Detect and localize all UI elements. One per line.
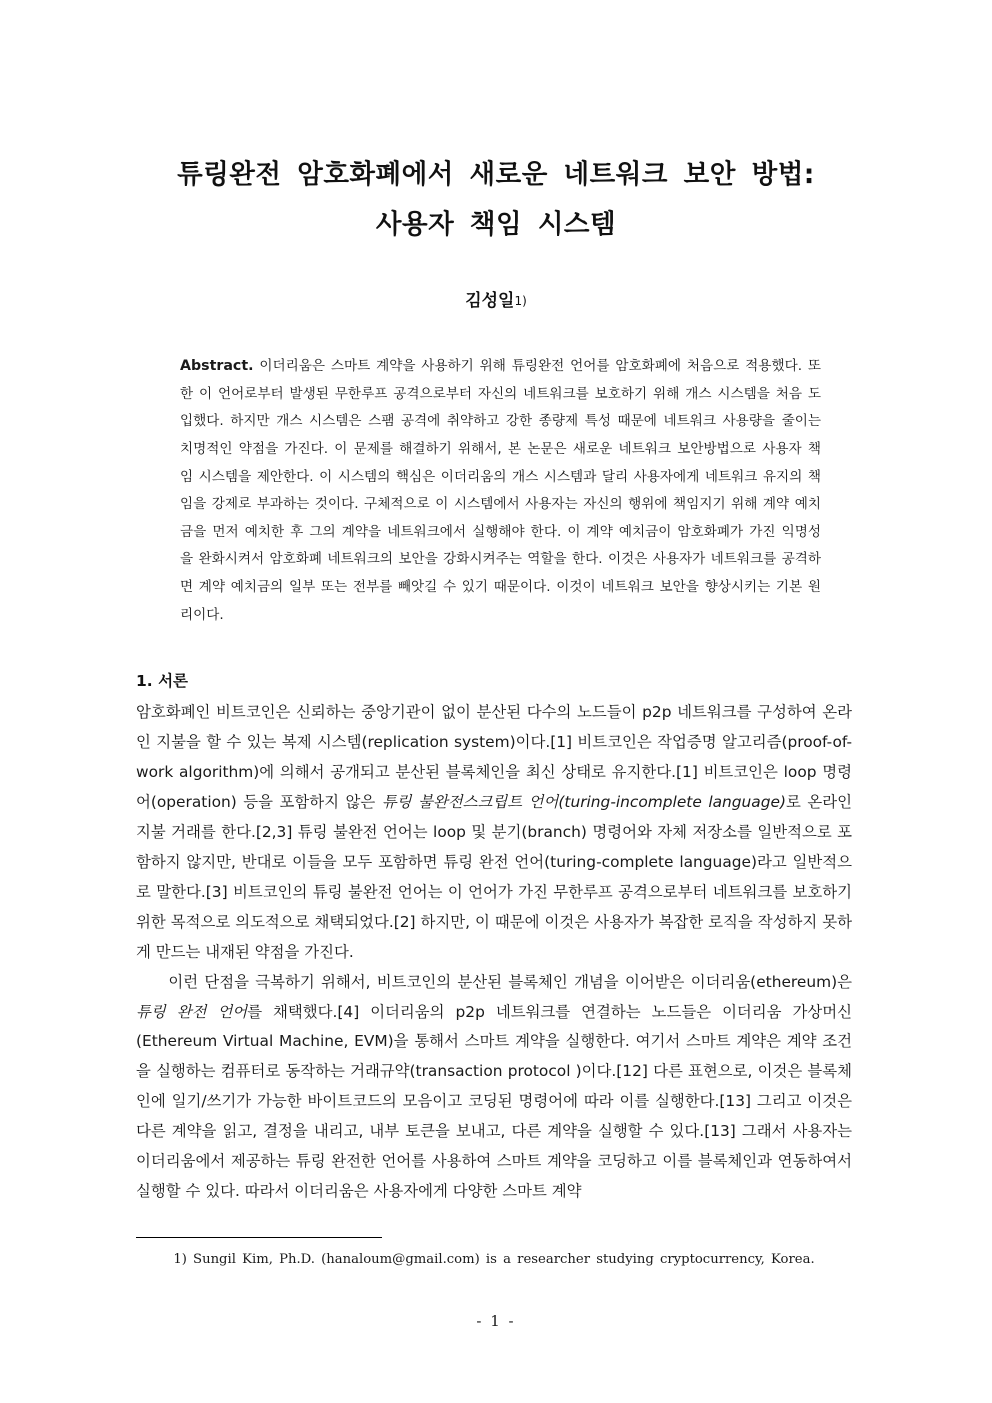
page-title — [96, 150, 896, 250]
paragraph-2 — [136, 968, 852, 1208]
body-content — [136, 698, 852, 1207]
paragraph-1-text-a: 암호화폐인 비트코인은 신뢰하는 중앙기관이 없이 분산된 다수의 노드들이 p2p 네트워크를 구성하여 온라인 지불을 할 수 있는 복제 시스템(replication system)이다.[1] 비트코인은 작업증명 알고리즘(proof-of-work algorithm)에 의해서 공개되고 분산된 블록체인을 최신 상태로 유지한다.[1] 비트코인은 loop 명령어(operation) 등을 포함하지 않은 — [136, 703, 852, 811]
footnote-separator — [136, 1237, 382, 1238]
paragraph-2-text-b: 를 채택했다.[4] 이더리움의 p2p 네트워크를 연결하는 노드들은 이더리움 가상머신(Ethereum Virtual Machine, EVM)을 통해서 스마트 계약을 실행한다. 여기서 스마트 계약은 계약 조건을 실행하는 컴퓨터로 동작하는 거래규약(transaction protocol )이다.[12] 다른 표현으로, 이것은 블록체인에 일기/쓰기가 가능한 바이트코드의 모음이고 코딩된 명령어에 따라 이를 실행한다.[13] 그리고 이것은 다른 계약을 읽고, 결정을 내리고, 내부 토큰을 보내고, 다른 계약을 실행할 수 있다.[13] 그래서 사용자는 이더리움에서 제공하는 튜링 완전한 언어를 사용하여 스마트 계약을 코딩하고 이를 블록체인과 연동하여서 실행할 수 있다. 따라서 이더리움은 사용자에게 다양한 스마트 계약 — [136, 1002, 852, 1201]
paragraph-2-text-a: 이런 단점을 극복하기 위해서, 비트코인의 분산된 블록체인 개념을 이어받은 이더리움(ethereum)은 — [168, 972, 852, 991]
title-line-2: 사용자 책임 시스템 — [375, 208, 617, 240]
footnote-text: 1) Sungil Kim, Ph.D. (hanaloum@gmail.com) is a researcher studying cryptocurrency, Korea. — [173, 1252, 815, 1267]
title-line-1: 튜링완전 암호화폐에서 새로운 네트워크 보안 방법: — [177, 159, 815, 190]
paragraph-2-italic-term: 튜링 완전 언어 — [136, 1002, 248, 1021]
paragraph-1-text-b: 로 온라인 지불 거래를 한다.[2,3] 튜링 불완전 언어는 loop 및 분기(branch) 명령어와 자체 저장소를 일반적으로 포함하지 않지만, 반대로 이들을 모두 포함하면 튜링 완전 언어(turing-complete language)라고 일반적으로 말한다.[3] 비트코인의 튜링 불완전 언어는 이 언어가 가진 무한루프 공격으로부터 네트워크를 보호하기 위한 목적으로 의도적으로 채택되었다.[2] 하지만, 이 때문에 이것은 사용자가 복잡한 로직을 작성하지 못하게 만드는 내재된 약점을 가진다. — [136, 792, 852, 961]
author-name: 김성일 — [465, 291, 515, 311]
abstract-label: Abstract. — [180, 358, 254, 374]
section-heading-introduction: 1. 서론 — [136, 672, 189, 690]
paragraph-1-italic-term: 튜링 불완전스크립트 언어(turing-incomplete language) — [381, 792, 786, 811]
author-footnote-marker: 1) — [514, 294, 527, 308]
paragraph-1 — [136, 698, 852, 968]
page-number: - 1 - — [476, 1312, 516, 1330]
author-byline — [0, 286, 992, 311]
abstract-block — [180, 352, 821, 629]
abstract-body: 이더리움은 스마트 계약을 사용하기 위해 튜링완전 언어를 암호화폐에 처음으로 적용했다. 또한 이 언어로부터 발생된 무한루프 공격으로부터 자신의 네트워크를 보호하기 위해 개스 시스템을 처음 도입했다. 하지만 개스 시스템은 스팸 공격에 취약하고 강한 종량제 특성 때문에 네트워크 사용량을 줄이는 치명적인 약점을 가진다. 이 문제를 해결하기 위해서, 본 논문은 새로운 네트워크 보안방법으로 사용자 책임 시스템을 제안한다. 이 시스템의 핵심은 이더리움의 개스 시스템과 달리 사용자에게 네트워크 유지의 책임을 강제로 부과하는 것이다. 구체적으로 이 시스템에서 사용자는 자신의 행위에 책임지기 위해 계약 예치금을 먼저 예치한 후 그의 계약을 네트워크에서 실행해야 한다. 이 계약 예치금이 암호화폐가 가진 익명성을 완화시켜서 암호화폐 네트워크의 보안을 강화시켜주는 역할을 한다. 이것은 사용자가 네트워크를 공격하면 계약 예치금의 일부 또는 전부를 빼앗길 수 있기 때문이다. 이것이 네트워크 보안을 향상시키는 기본 원리이다. — [180, 358, 821, 623]
